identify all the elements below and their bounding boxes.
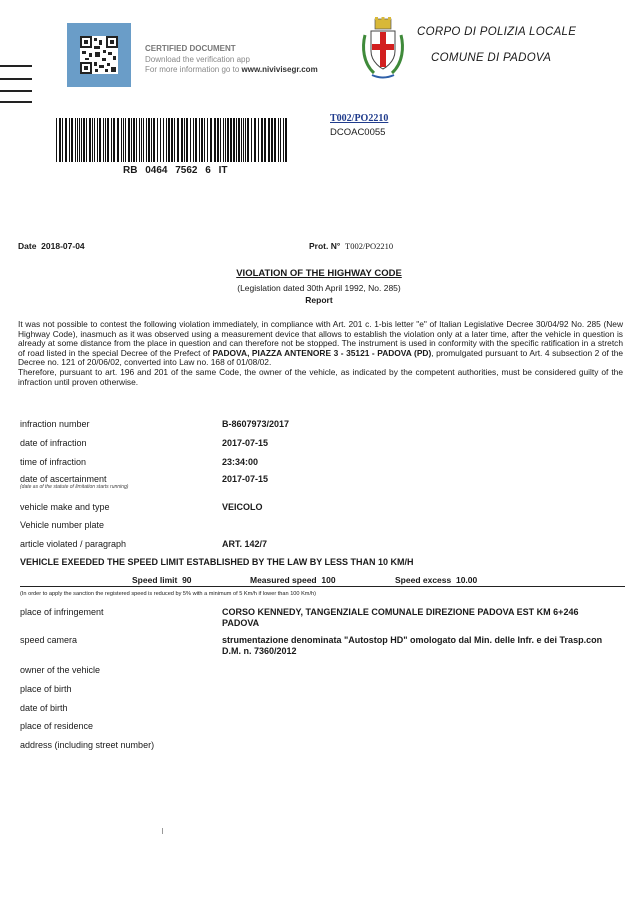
divider <box>20 586 625 587</box>
document-date: Date 2018-07-04 <box>18 241 85 251</box>
speeding-headline: VEHICLE EXEEDED THE SPEED LIMIT ESTABLISHED BY THE LAW BY LESS THAN 10 KM/H <box>20 557 414 567</box>
body-paragraph-2: Therefore, pursuant to art. 196 and 201 of the same Code, the owner of the vehicle, as indicated by the competent authorities, must be considered guilty of the infraction until proven otherwise. <box>18 366 623 387</box>
document-title: VIOLATION OF THE HIGHWAY CODE <box>236 268 402 279</box>
date-value: 2018-07-04 <box>41 241 85 251</box>
verification-line1: Download the verification app <box>145 54 250 64</box>
padova-crest-icon <box>360 17 406 81</box>
measured-speed: Measured speed 100 <box>250 575 336 585</box>
barcode-number: RB 0464 7562 6 IT <box>123 165 228 176</box>
verification-text <box>145 44 318 76</box>
speed-reduction-note: (In order to apply the sanction the registered speed is reduced by 5% with a minimum of 5 Km/h if lower than 100 Km/h) <box>20 591 316 597</box>
protocol-value: T002/PO2210 <box>345 241 394 251</box>
scan-mark <box>162 828 163 834</box>
body-text <box>18 320 623 387</box>
police-corps-name: CORPO DI POLIZIA LOCALE <box>417 26 577 38</box>
protocol-number: Prot. N° T002/PO2210 <box>309 241 394 251</box>
municipality-name: COMUNE DI PADOVA <box>431 52 552 64</box>
verification-line2: For more information go to www.nivivisegr.com <box>145 65 318 74</box>
protocol-reference: T002/PO2210 <box>330 113 389 124</box>
legislation-reference: (Legislation dated 30th April 1992, No. 285) <box>237 283 401 293</box>
barcode-icon <box>56 118 288 167</box>
speed-limit: Speed limit 90 <box>132 575 192 585</box>
qr-code-icon <box>80 36 118 74</box>
speed-excess: Speed excess 10.00 <box>395 575 478 585</box>
verification-url[interactable]: www.nivivisegr.com <box>241 65 318 74</box>
report-label: Report <box>305 295 333 305</box>
certified-document-title: CERTIFIED DOCUMENT <box>145 44 236 53</box>
verification-qr-panel <box>67 23 131 87</box>
document-code: DCOAC0055 <box>330 127 386 138</box>
body-paragraph-1: It was not possible to contest the following violation immediately, in compliance with Art. 201 c. 1-bis letter "e" of Italian Legislative Decree 30/04/92 No. 285 (New Highway Code), inasmuch as it was observed using a measurement device that allows to establish the violation only at a later time, after the vehicle in question is already at some distance from the place in question and can therefore not be stopped. The instrument is used in conformity with the specific ratification in a stretch of road listed in the special Decree of the Prefect of PADOVA, PIAZZA ANTENORE 3 - 35121 - PADOVA (PD), promulgated pursuant to Art. 4 subsection 2 of the Decree no. 121 of 20/06/02, converted into Law no. 168 of 01/08/02. <box>18 319 624 368</box>
